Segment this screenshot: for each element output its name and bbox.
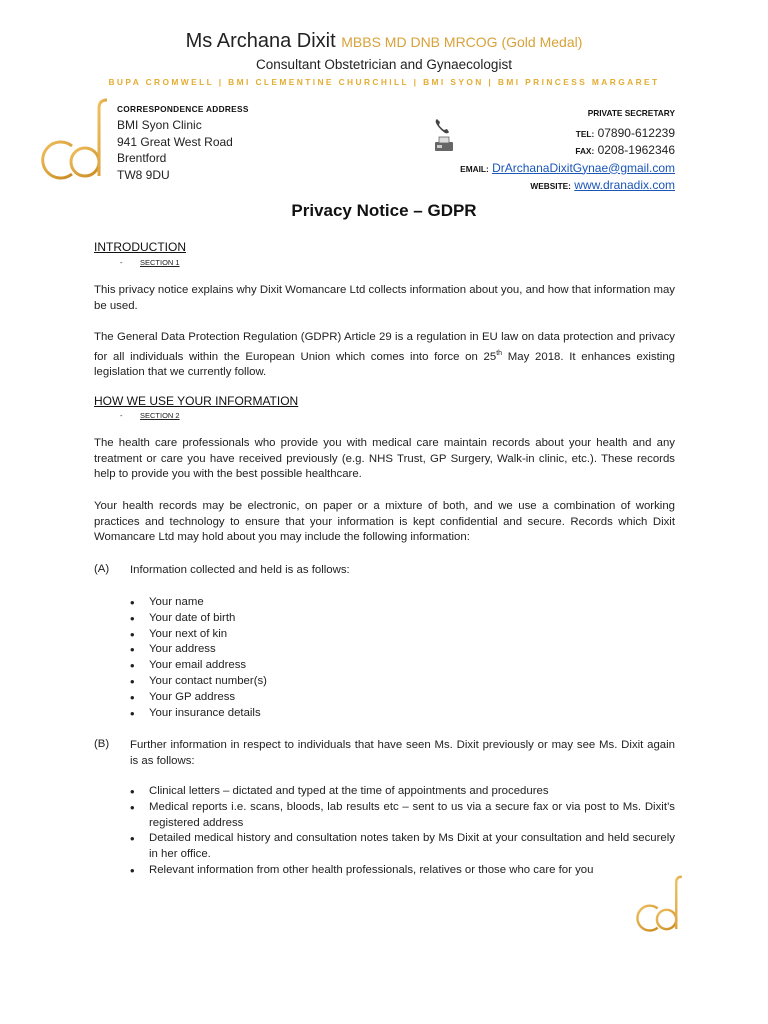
email-row	[460, 160, 675, 178]
list-item: • Relevant information from other health professionals, relatives or those who care for you	[130, 863, 675, 879]
fax-machine-icon	[434, 136, 454, 152]
information-list-a	[130, 595, 267, 721]
secretary-label: PRIVATE SECRETARY	[587, 108, 675, 118]
email-label: EMAIL:	[460, 163, 489, 174]
fax-label: FAX:	[575, 146, 595, 156]
list-a-intro: Information collected and held is as follows:	[130, 564, 350, 576]
secretary-label-row	[460, 104, 675, 122]
website-link[interactable]: www.dranadix.com	[574, 178, 675, 192]
list-item: • Your address	[130, 642, 267, 658]
list-item: • Detailed medical history and consultation notes taken by Ms Dixit at your consultation and held securely in her office.	[130, 831, 675, 863]
intro-paragraph-2: The General Data Protection Regulation (GDPR) Article 29 is a regulation in EU law on data protection and privacy for all individuals within the European Union which comes into force on 25th May 2018. It enhances existing legislation that we currently follow.	[94, 331, 676, 378]
list-letter-a: (A)	[94, 563, 110, 575]
hospital-list: BUPA CROMWELL | BMI CLEMENTINE CHURCHILL | BMI SYON | BMI PRINCESS MARGARET	[108, 77, 660, 87]
address-line: BMI Syon Clinic	[117, 118, 202, 132]
cd-monogram-logo	[634, 874, 684, 936]
cd-monogram-logo	[38, 96, 110, 186]
correspondence-label: CORRESPONDENCE ADDRESS	[117, 104, 249, 114]
doctor-qualifications: MBBS MD DNB MRCOG (Gold Medal)	[341, 34, 583, 50]
use-paragraph-2: Your health records may be electronic, on paper or a mixture of both, and we use a combination of working practices and technology to ensure that your information is kept confidential and secure. Records which Dixit Womancare Ltd may hold about you may include the following information:	[94, 500, 675, 544]
fax-row	[460, 142, 675, 160]
list-item: • Your contact number(s)	[130, 674, 267, 690]
address-line: 941 Great West Road	[117, 134, 233, 149]
email-link[interactable]: DrArchanaDixitGynae@gmail.com	[492, 160, 675, 175]
website-label: WEBSITE:	[530, 181, 571, 191]
section-sub-label: SECTION 2	[140, 411, 180, 420]
list-item: • Your next of kin	[130, 627, 267, 643]
list-item: • Your email address	[130, 658, 267, 674]
tel-number: 07890-612239	[597, 125, 675, 140]
list-item: • Your insurance details	[130, 706, 267, 722]
list-letter-b: (B)	[94, 738, 110, 750]
intro-paragraph-1: This privacy notice explains why Dixit Womancare Ltd collects information about you, and how that information may be used.	[94, 284, 675, 312]
telephone-icon	[434, 117, 452, 135]
section-sub-label: SECTION 1	[140, 258, 180, 267]
correspondence-address	[117, 104, 249, 183]
list-item: • Clinical letters – dictated and typed at the time of appointments and procedures	[130, 784, 675, 800]
fax-number: 0208-1962346	[597, 143, 675, 157]
list-item: • Your name	[130, 595, 267, 611]
doctor-name-line	[0, 30, 768, 53]
doctor-title: Consultant Obstetrician and Gynaecologist	[256, 57, 512, 72]
contact-block	[460, 104, 675, 195]
website-row	[460, 177, 675, 195]
list-b-intro: Further information in respect to individuals that have seen Ms. Dixit previously or may see Ms. Dixit again is as follows:	[130, 739, 675, 767]
section-heading-introduction: INTRODUCTION	[94, 240, 186, 254]
section-heading-use: HOW WE USE YOUR INFORMATION	[94, 394, 299, 408]
address-line: TW8 9DU	[117, 167, 170, 182]
list-item: • Your date of birth	[130, 611, 267, 627]
document-title: Privacy Notice – GDPR	[291, 201, 477, 220]
list-item: • Medical reports i.e. scans, bloods, lab results etc – sent to us via a secure fax or via post to Ms. Dixit’s registered address	[130, 800, 675, 832]
address-line: Brentford	[117, 151, 167, 165]
list-item: • Your GP address	[130, 690, 267, 706]
section-sub-1: - SECTION 1	[120, 258, 180, 267]
use-paragraph-1: The health care professionals who provide you with medical care maintain records about your health and any treatment or care you have received previously (e.g. NHS Trust, GP Surgery, Walk-in clinic, etc.). These records help to provide you with the best possible healthcare.	[94, 437, 675, 481]
section-sub-2: - SECTION 2	[120, 411, 180, 420]
information-list-b	[130, 784, 675, 879]
tel-label: TEL:	[575, 128, 595, 139]
telephone-row	[460, 125, 675, 143]
doctor-name: Ms Archana Dixit	[185, 30, 336, 52]
